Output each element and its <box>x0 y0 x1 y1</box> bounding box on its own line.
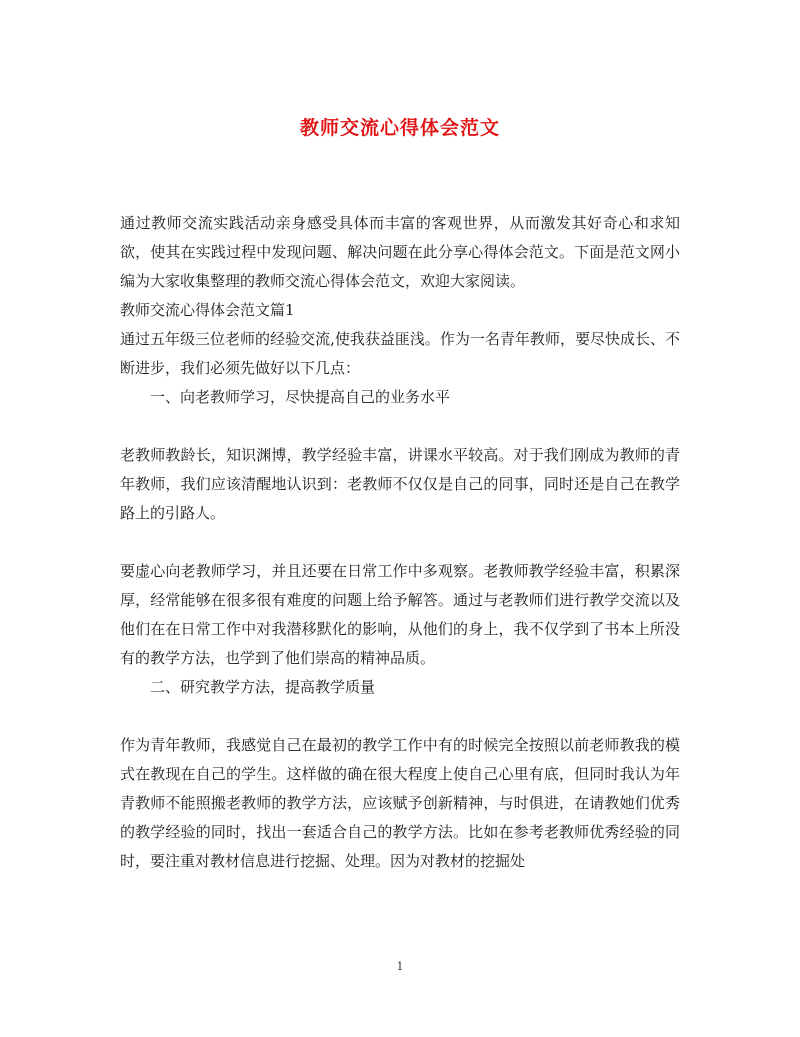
document-body <box>120 209 680 876</box>
paragraph-1: 通过五年级三位老师的经验交流,使我获益匪浅。作为一名青年教师，要尽快成长、不断进步，我们必须先做好以下几点： <box>120 330 680 377</box>
paragraph-4: 作为青年教师，我感觉自己在最初的教学工作中有的时候完全按照以前老师教我的模式在教现在自己的学生。这样做的确在很大程度上使自己心里有底，但同时我认为年青教师不能照搬老教师的教学方法，应该赋予创新精神，与时俱进，在请教她们优秀的教学经验的同时，找出一套适合自己的教学方法。比如在参考老教师优秀经验的同时，要注重对教材信息进行挖掘、处理。因为对教材的挖掘处 <box>120 736 680 870</box>
paragraph-gap <box>120 412 680 441</box>
intro-paragraph: 通过教师交流实践活动亲身感受具体而丰富的客观世界，从而激发其好奇心和求知欲，使其在实践过程中发现问题、解决问题在此分享心得体会范文。下面是范文网小编为大家收集整理的教师交流心得体会范文，欢迎大家阅读。 <box>120 214 680 290</box>
document-title: 教师交流心得体会范文 <box>299 117 500 139</box>
paragraph-2: 老教师教龄长，知识渊博，教学经验丰富，讲课水平较高。对于我们刚成为教师的青年教师，我们应该清醒地认识到：老教师不仅仅是自己的同事，同时还是自己在教学路上的引路人。 <box>120 446 680 522</box>
page-number: 1 <box>396 960 404 973</box>
paragraph-gap <box>120 702 680 731</box>
paragraph-gap <box>120 528 680 557</box>
section-title: 教师交流心得体会范文篇1 <box>120 301 295 319</box>
heading-1: 一、向老教师学习，尽快提高自己的业务水平 <box>150 388 451 406</box>
paragraph-3: 要虚心向老教师学习，并且还要在日常工作中多观察。老教师教学经验丰富，积累深厚，经常能够在很多很有难度的问题上给予解答。通过与老教师们进行教学交流以及他们在在日常工作中对我潜移默化的影响，从他们的身上，我不仅学到了书本上所没有的教学方法，也学到了他们崇高的精神品质。 <box>120 562 680 667</box>
heading-2: 二、研究教学方法，提高教学质量 <box>150 678 376 696</box>
